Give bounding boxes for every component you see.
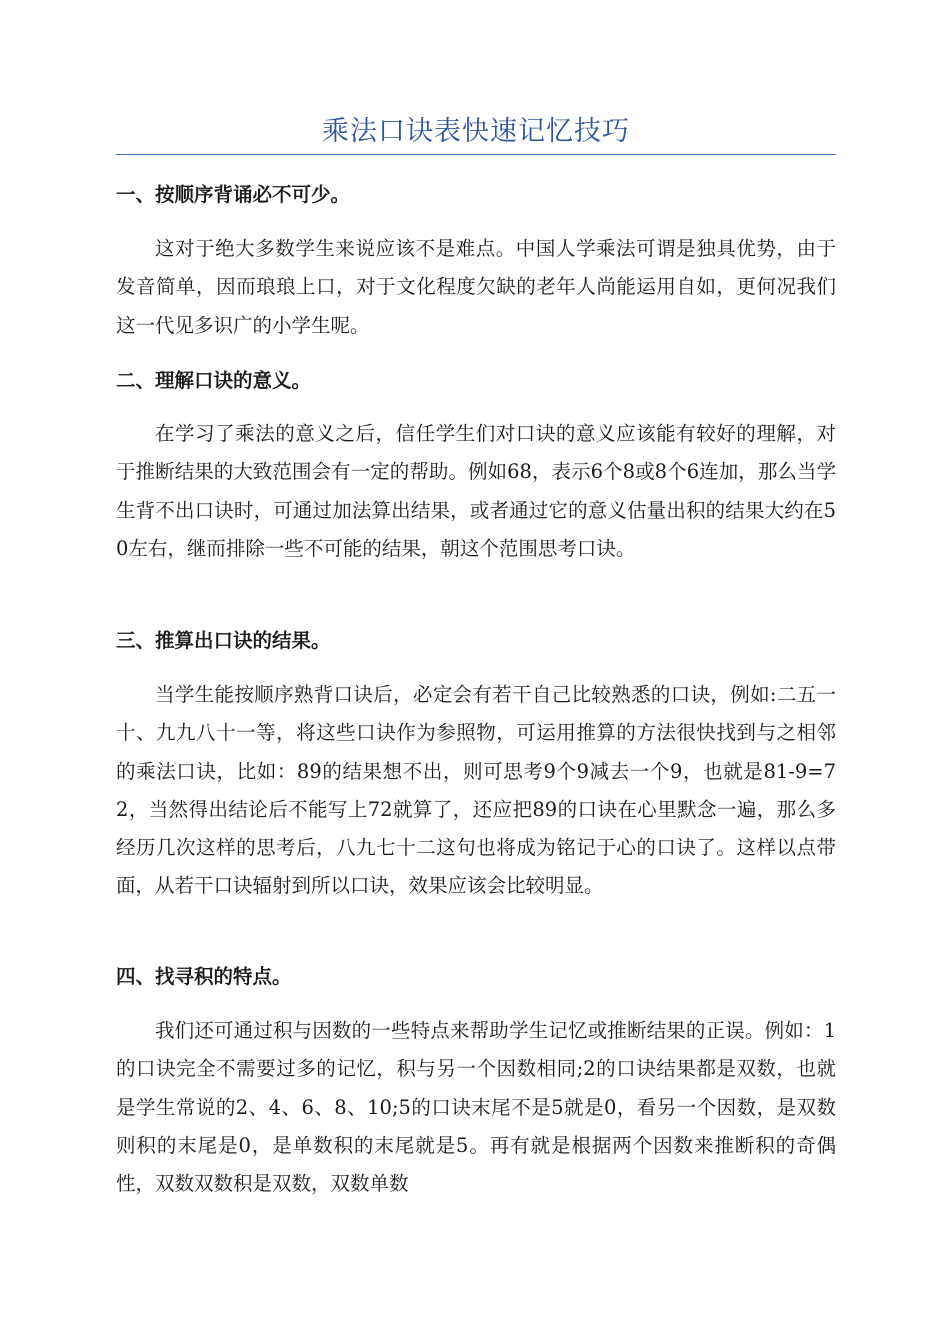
document-title: 乘法口诀表快速记忆技巧	[322, 116, 630, 147]
title-underline	[116, 154, 836, 155]
section-3-body: 当学生能按顺序熟背口诀后，必定会有若干自己比较熟悉的口诀，例如:二五一十、九九八十一等，将这些口诀作为参照物，可运用推算的方法很快找到与之相邻的乘法口诀，比如：89的结果想不出，则可思考9个9减去一个9，也就是81-9=72，当然得出结论后不能写上72就算了，还应把89的口诀在心里默念一遍，那么多经历几次这样的思考后，八九七十二这句也将成为铭记于心的口诀了。这样以点带面，从若干口诀辐射到所以口诀，效果应该会比较明显。	[116, 683, 836, 898]
section-3-heading: 三、推算出口诀的结果。	[116, 629, 331, 652]
section-1-heading: 一、按顺序背诵必不可少。	[116, 183, 351, 206]
section-4-heading: 四、找寻积的特点。	[116, 965, 292, 988]
section-2-body: 在学习了乘法的意义之后，信任学生们对口诀的意义应该能有较好的理解，对于推断结果的大致范围会有一定的帮助。例如68，表示6个8或8个6连加，那么当学生背不出口诀时，可通过加法算出结果，或者通过它的意义估量出积的结果大约在50左右，继而排除一些不可能的结果，朝这个范围思考口诀。	[116, 422, 836, 560]
section-2-heading: 二、理解口诀的意义。	[116, 369, 312, 392]
section-4-body: 我们还可通过积与因数的一些特点来帮助学生记忆或推断结果的正误。例如：1的口诀完全不需要过多的记忆，积与另一个因数相同;2的口诀结果都是双数，也就是学生常说的2、4、6、8、10;5的口诀末尾不是5就是0，看另一个因数，是双数则积的末尾是0，是单数积的末尾就是5。再有就是根据两个因数来推断积的奇偶性，双数双数积是双数，双数单数	[116, 1019, 836, 1196]
section-1-body: 这对于绝大多数学生来说应该不是难点。中国人学乘法可谓是独具优势，由于发音简单，因而琅琅上口，对于文化程度欠缺的老年人尚能运用自如，更何况我们这一代见多识广的小学生呢。	[116, 237, 836, 337]
